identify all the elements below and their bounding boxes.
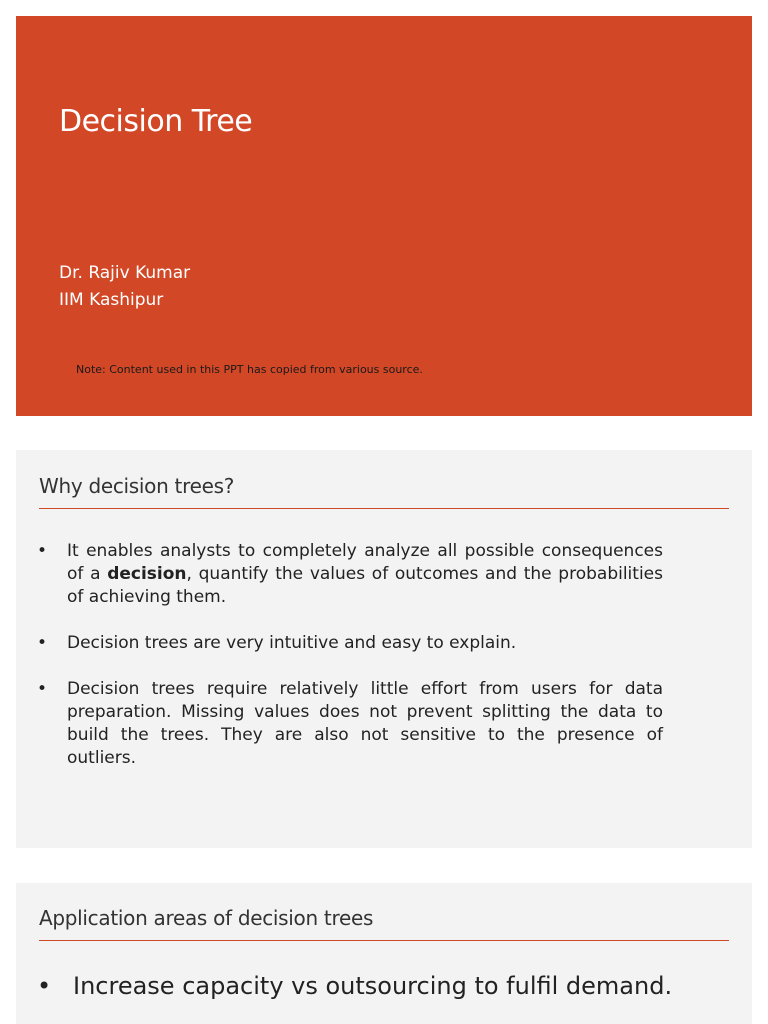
heading-divider <box>39 508 729 509</box>
bullet-text: Increase capacity vs outsourcing to fulfil demand. <box>73 972 673 1000</box>
why-decision-trees-slide <box>16 450 752 848</box>
bullet-bold-term: decision <box>107 564 187 584</box>
bullet-icon: • <box>37 972 52 1000</box>
bullet-text: Decision trees require relatively little effort from users for data preparation. Missing values does not prevent splitting the data to build the trees. They are also not sensitive to the presence of outliers. <box>67 679 663 768</box>
bullet-text: Decision trees are very intuitive and easy to explain. <box>67 633 517 653</box>
bullet-icon: • <box>37 541 48 561</box>
bullet-list <box>37 540 663 793</box>
heading-divider <box>39 940 729 941</box>
source-note: Note: Content used in this PPT has copied from various source. <box>76 363 423 376</box>
title-slide <box>16 16 752 416</box>
application-areas-slide <box>16 883 752 1024</box>
author-name: Dr. Rajiv Kumar <box>59 263 191 283</box>
bullet-icon: • <box>37 633 48 653</box>
bullet-item <box>37 678 663 770</box>
bullet-text <box>67 541 663 607</box>
slide-heading: Why decision trees? <box>39 474 235 498</box>
bullet-item <box>37 632 663 655</box>
bullet-text-part: It enables analysts to completely analyze all possible consequences of a <box>67 541 663 584</box>
bullet-icon: • <box>37 679 48 699</box>
bullet-text-part: , quantify the values of outcomes and the probabilities of achieving them. <box>67 564 663 607</box>
slide-title: Decision Tree <box>59 104 253 139</box>
slide-heading: Application areas of decision trees <box>39 906 374 930</box>
author-institution: IIM Kashipur <box>59 290 164 310</box>
bullet-item <box>37 540 663 609</box>
